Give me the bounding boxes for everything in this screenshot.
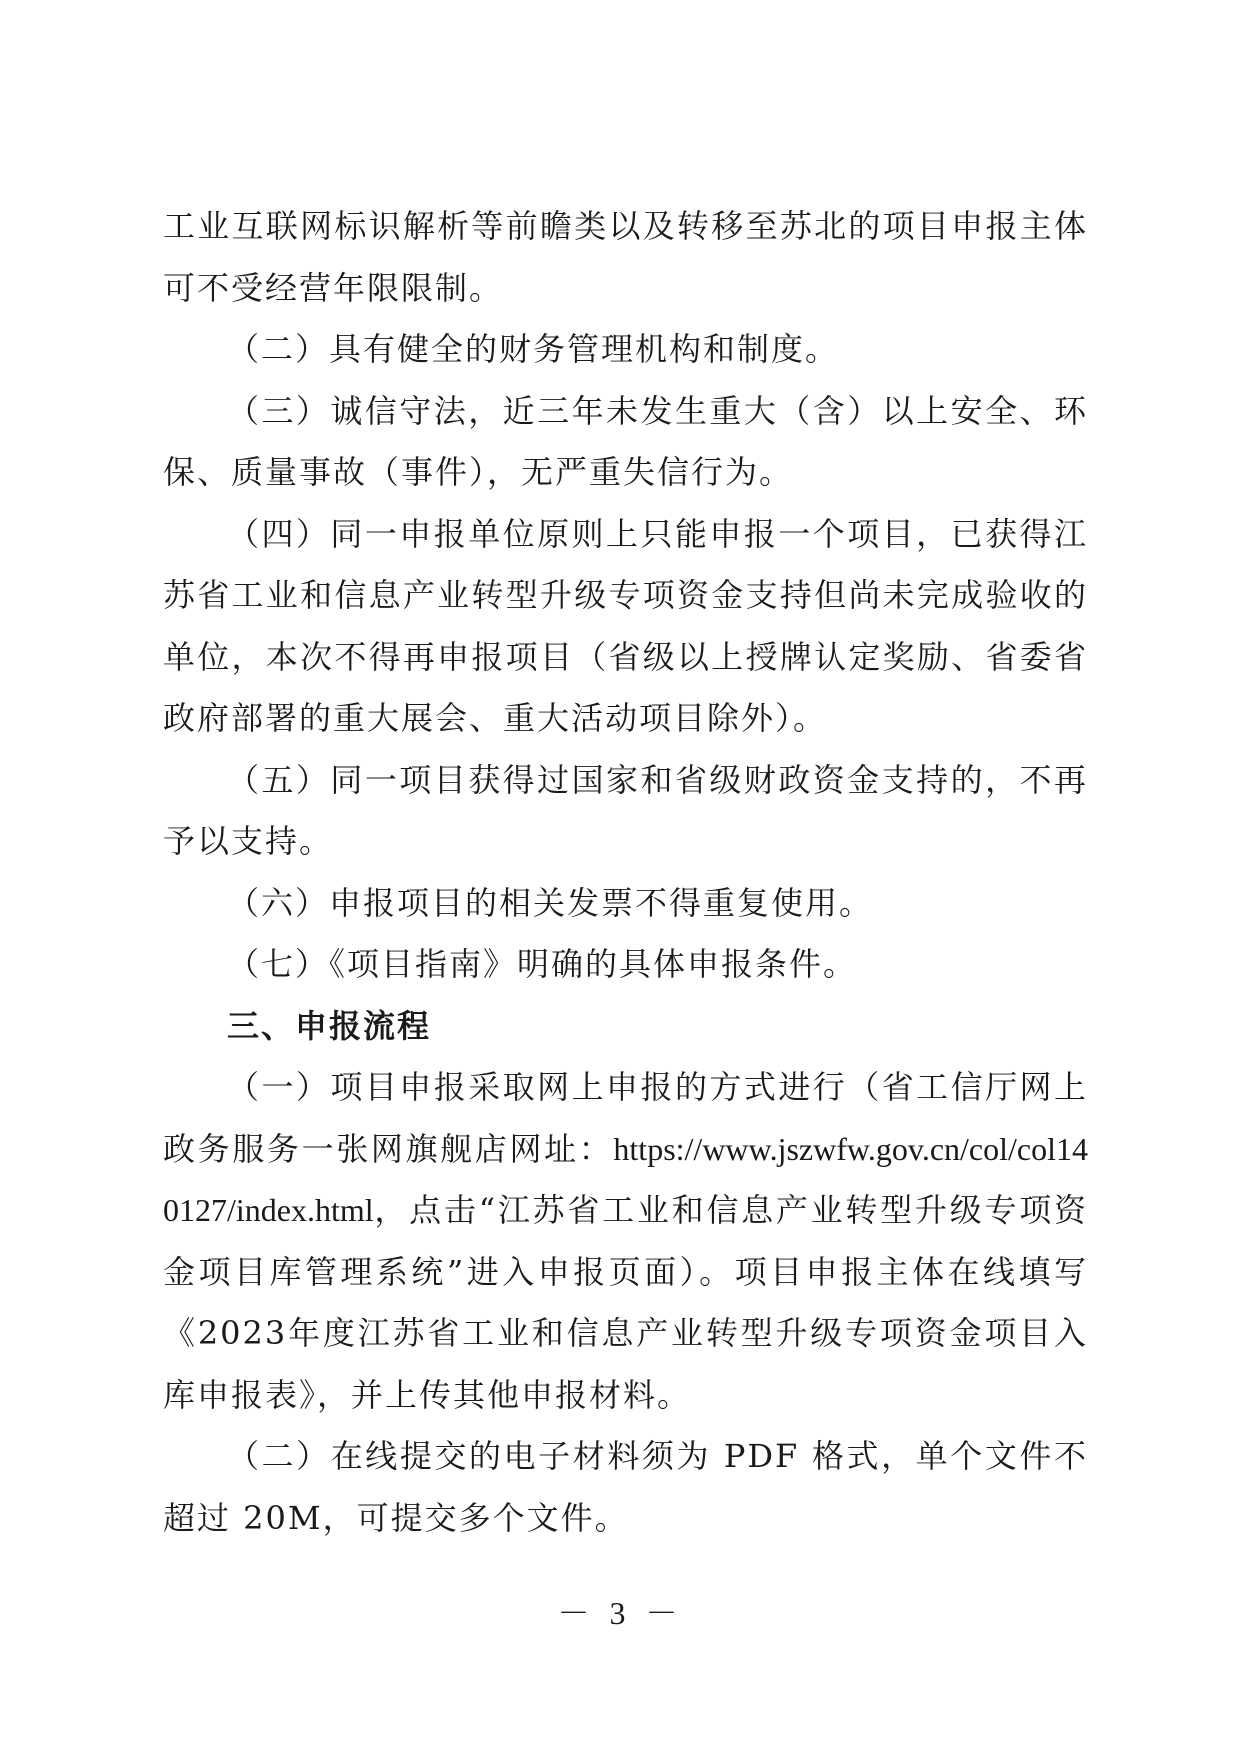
online-application-text-continued: ，点击“江苏省工业和信息产业转型升级专项资金项目库管理系统”进入申报页面）。项目申报主体在线填写《2023年度江苏省工业和信息产业转型升级专项资金项目入库申报表》，并上传其他申报材料。: [163, 1191, 1088, 1414]
paragraph-file-format: （二）在线提交的电子材料须为 PDF 格式，单个文件不超过 20M，可提交多个文件。: [163, 1437, 1088, 1537]
paragraph-integrity: （三）诚信守法，近三年未发生重大（含）以上安全、环保、质量事故（事件），无严重失信行为。: [163, 391, 1088, 491]
paragraph-finance-management: （二）具有健全的财务管理机构和制度。: [227, 330, 840, 368]
online-application-text: （一）项目申报采取网上申报的方式进行（省工信厅网上政务服务一张网旗舰店网址：: [163, 1068, 1088, 1168]
paragraph-online-application: [163, 1057, 1088, 1426]
section-heading: 三、申报流程: [227, 1006, 432, 1045]
paragraph-invoices: （六）申报项目的相关发票不得重复使用。: [227, 883, 874, 922]
paragraph-single-project: （四）同一申报单位原则上只能申报一个项目，已获得江苏省工业和信息产业转型升级专项资金支持但尚未完成验收的单位，本次不得再申报项目（省级以上授牌认定奖励、省委省政府部署的重大展会、重大活动项目除外）。: [163, 514, 1088, 737]
document-body: [163, 196, 1088, 1549]
paragraph-no-duplicate-funding: （五）同一项目获得过国家和省级财政资金支持的，不再予以支持。: [163, 760, 1088, 860]
application-url-link[interactable]: https://www.jszwfw.gov.cn/col/col140127/index.html: [163, 1130, 1088, 1228]
paragraph-continuation: 工业互联网标识解析等前瞻类以及转移至苏北的项目申报主体可不受经营年限限制。: [163, 207, 1088, 307]
paragraph-guide-conditions: （七）《项目指南》明确的具体申报条件。: [227, 945, 858, 983]
page-number: － 3 －: [557, 1595, 684, 1631]
